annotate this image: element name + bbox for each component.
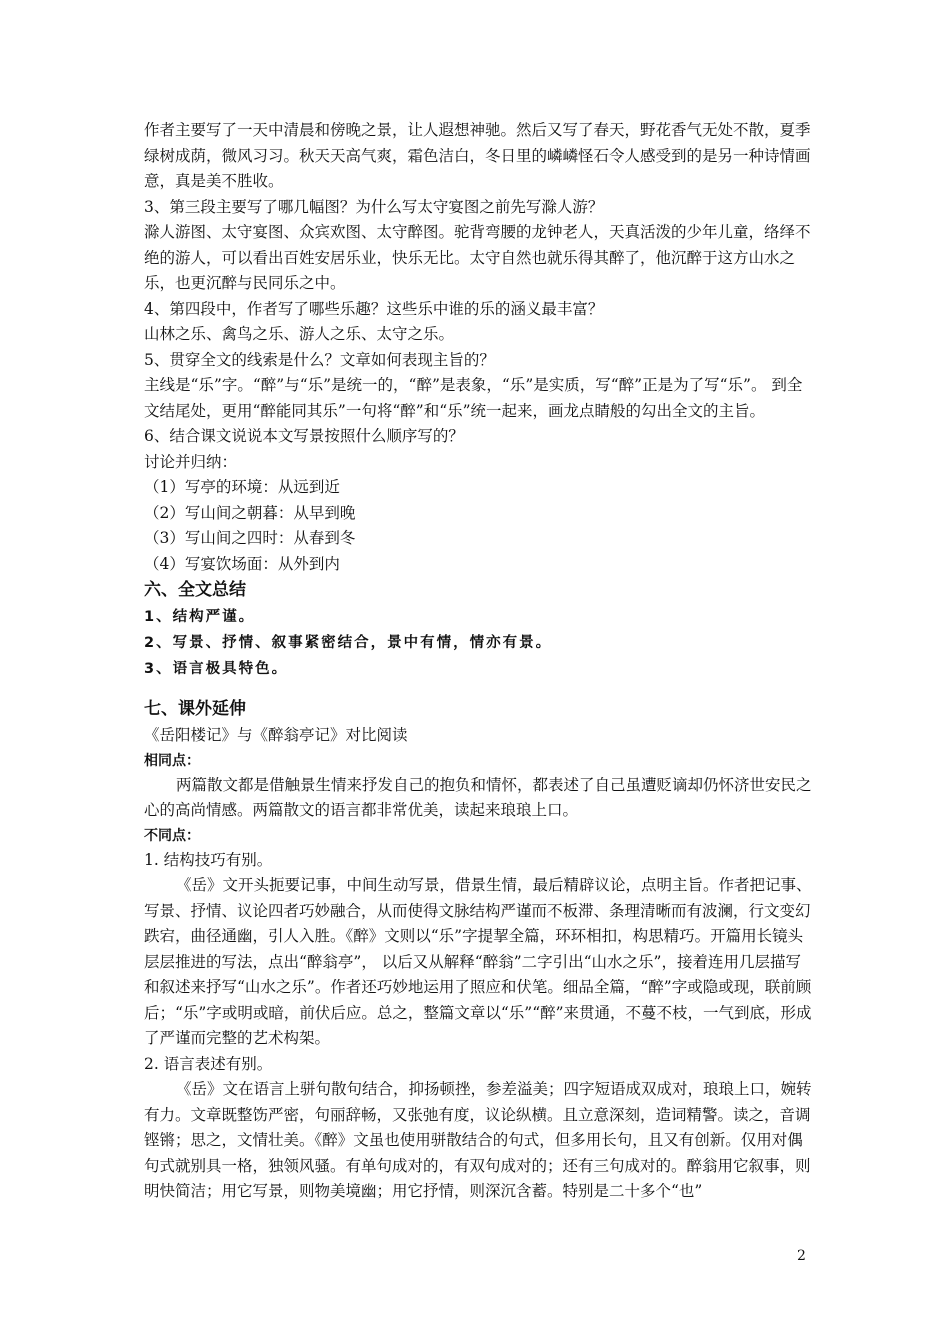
section-7-subtitle: 《岳阳楼记》与《醉翁亭记》对比阅读 — [144, 726, 408, 744]
answer-4: 山林之乐、禽鸟之乐、游人之乐、太守之乐。 — [144, 325, 455, 343]
summary-item: 2、写景、抒情、叙事紧密结合，景中有情，情亦有景。 — [144, 635, 553, 651]
diff-label: 不同点： — [144, 827, 200, 844]
question-4: 4、第四段中，作者写了哪些乐趣？这些乐中谁的乐的涵义最丰富？ — [144, 299, 604, 318]
section-6-heading: 六、全文总结 — [144, 580, 246, 600]
answer-5: 主线是“乐”字。“醉”与“乐”是统一的，“醉”是表象，“乐”是实质，写“醉”正是为了写“乐”。 到全文结尾处，更用“醉能同其乐”一句将“醉”和“乐”统一起来，画龙点睛般的勾出全文的主旨。 — [144, 376, 803, 420]
list-item: （1）写亭的环境：从远到近 — [144, 478, 340, 496]
same-label: 相同点： — [144, 752, 200, 769]
point-1-heading: 1. 结构技巧有别。 — [144, 850, 273, 869]
paragraph: 作者主要写了一天中清晨和傍晚之景，让人遐想神驰。然后又写了春天，野花香气无处不散，夏季绿树成荫，微风习习。秋天天高气爽，霜色洁白，冬日里的嶙嶙怪石令人感受到的是另一种诗情画意，真是美不胜收。 — [144, 121, 811, 190]
point-2-heading: 2. 语言表述有别。 — [144, 1054, 273, 1073]
question-3: 3、第三段主要写了哪几幅图？为什么写太守宴图之前先写滁人游？ — [144, 197, 604, 216]
list-item: （2）写山间之朝暮：从早到晚 — [144, 503, 356, 522]
same-text: 两篇散文都是借触景生情来抒发自己的抱负和情怀，都表述了自己虽遭贬谪却仍怀济世安民之心的高尚情感。两篇散文的语言都非常优美，读起来琅琅上口。 — [144, 775, 812, 819]
page-number: 2 — [797, 1248, 806, 1264]
point-2-text: 《岳》文在语言上骈句散句结合，抑扬顿挫，参差溢美；四字短语成双成对，琅琅上口，婉转有力。文章既整饬严密，句丽辞畅，又张弛有度，议论纵横。且立意深刻，造词精警。读之，音调铿锵；思之，文情壮美。《醉》文虽也使用骈散结合的句式，但多用长句，且又有创新。仅用对偶句式就别具一格，独领风骚。有单句成对的，有双句成对的；还有三句成对的。醉翁用它叙事，则明快简洁；用它写景，则物美境幽；用它抒情，则深沉含蓄。特别是二十多个“也” — [144, 1080, 812, 1200]
question-6: 6、结合课文说说本文写景按照什么顺序写的？ — [144, 427, 464, 445]
answer-3: 滁人游图、太守宴图、众宾欢图、太守醉图。驼背弯腰的龙钟老人，天真活泼的少年儿童，络绎不绝的游人，可以看出百姓安居乐业，快乐无比。太守自然也就乐得其醉了，他沉醉于这方山水之乐，也更沉醉与民同乐之中。 — [144, 223, 811, 292]
document-body — [144, 118, 814, 1205]
question-5: 5、贯穿全文的线索是什么？文章如何表现主旨的？ — [144, 350, 495, 369]
summary-item: 1、结构严谨。 — [144, 609, 256, 625]
section-7-heading: 七、课外延伸 — [144, 699, 246, 719]
list-item: （4）写宴饮场面：从外到内 — [144, 554, 340, 573]
summary-item: 3、语言极具特色。 — [144, 661, 289, 677]
discussion-intro: 讨论并归纳： — [144, 452, 238, 471]
point-1-text: 《岳》文开头扼要记事，中间生动写景，借景生情，最后精辟议论，点明主旨。作者把记事、写景、抒情、议论四者巧妙融合，从而使得文脉结构严谨而不板滞、条理清晰而有波澜，行文变幻跌宕，曲径通幽，引人入胜。《醉》文则以“乐”字提挈全篇，环环相扣，构思精巧。开篇用长镜头层层推进的写法，点出“醉翁亭”， 以后又从解释“醉翁”二字引出“山水之乐”，接着连用几层描写和叙述来抒写“山水之乐”。作者还巧妙地运用了照应和伏笔。细品全篇，“醉”字或隐或现，联前顾后；“乐”字或明或暗，前伏后应。总之，整篇文章以“乐”“醉”来贯通，不蔓不枝，一气到底，形成了严谨而完整的艺术构架。 — [144, 876, 812, 1047]
list-item: （3）写山间之四时：从春到冬 — [144, 529, 356, 547]
